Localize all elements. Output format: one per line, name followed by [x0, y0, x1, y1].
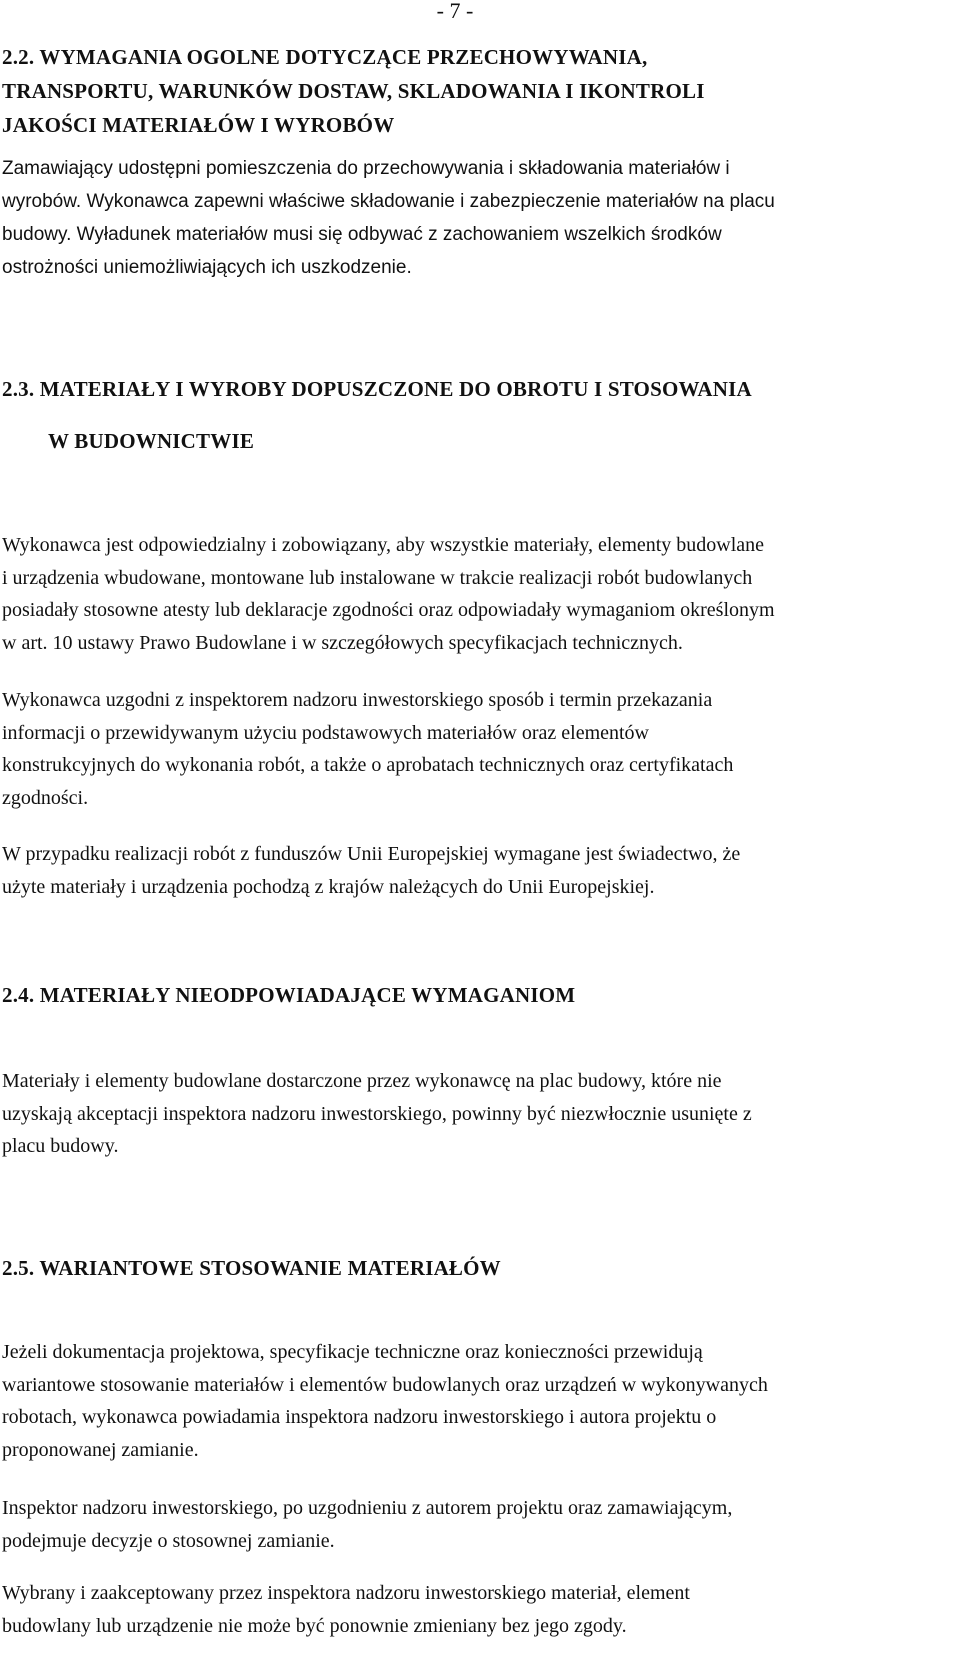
paragraph-no-change	[2, 1577, 938, 1642]
paragraph-storage	[2, 152, 938, 284]
paragraph-line: robotach, wykonawca powiadamia inspektora nadzoru inwestorskiego i autora projektu o	[2, 1406, 717, 1428]
section-heading-2-2	[2, 40, 938, 142]
paragraph-line: i urządzenia wbudowane, montowane lub instalowane w trakcie realizacji robót budowlanych	[2, 566, 753, 589]
paragraph-line: w art. 10 ustawy Prawo Budowlane i w szczegółowych specyfikacjach technicznych.	[2, 631, 683, 654]
heading-line: 2.5. WARIANTOWE STOSOWANIE MATERIAŁÓW	[2, 1256, 501, 1280]
paragraph-line: Inspektor nadzoru inwestorskiego, po uzgodnieniu z autorem projektu oraz zamawiającym,	[2, 1497, 733, 1519]
section-heading-2-3	[2, 372, 938, 458]
paragraph-inspector-decision	[2, 1492, 938, 1557]
paragraph-agreement	[2, 684, 938, 814]
paragraph-line: budowlany lub urządzenie nie może być ponownie zmieniany bez jego zgody.	[2, 1614, 627, 1637]
paragraph-line: Wybrany i zaakceptowany przez inspektora nadzoru inwestorskiego materiał, element	[2, 1582, 690, 1604]
paragraph-line: zgodności.	[2, 786, 89, 809]
paragraph-line: Materiały i elementy budowlane dostarczone przez wykonawcę na plac budowy, które nie	[2, 1070, 722, 1092]
heading-line: 2.3. MATERIAŁY I WYROBY DOPUSZCZONE DO OBROTU I STOSOWANIA	[2, 377, 752, 401]
paragraph-line: wariantowe stosowanie materiałów i elementów budowlanych oraz urządzeń w wykonywanych	[2, 1373, 768, 1396]
paragraph-line: Zamawiający udostępni pomieszczenia do przechowywania i składowania materiałów i	[2, 158, 730, 179]
heading-line: W BUDOWNICTWIE	[48, 429, 255, 453]
paragraph-line: podejmuje decyzje o stosownej zamianie.	[2, 1529, 335, 1552]
paragraph-line: W przypadku realizacji robót z funduszów Unii Europejskiej wymagane jest świadectwo, że	[2, 843, 741, 865]
paragraph-line: uzyskają akceptacji inspektora nadzoru inwestorskiego, powinny być niezwłocznie usunięte z	[2, 1102, 752, 1125]
heading-line: TRANSPORTU, WARUNKÓW DOSTAW, SKLADOWANIA I IKONTROLI	[2, 79, 705, 103]
paragraph-line: placu budowy.	[2, 1135, 119, 1157]
heading-line: 2.4. MATERIAŁY NIEODPOWIADAJĄCE WYMAGANIOM	[2, 983, 576, 1007]
paragraph-line: informacji o przewidywanym użyciu podstawowych materiałów oraz elementów	[2, 721, 650, 744]
page-number-text: - 7 -	[436, 0, 474, 23]
paragraph-responsibility	[2, 529, 938, 659]
paragraph-line: proponowanej zamianie.	[2, 1438, 199, 1461]
paragraph-variant-usage	[2, 1336, 938, 1466]
heading-line: 2.2. WYMAGANIA OGOLNE DOTYCZĄCE PRZECHOWYWANIA,	[2, 45, 648, 69]
paragraph-line: budowy. Wyładunek materiałów musi się odbywać z zachowaniem wszelkich środków	[2, 224, 722, 245]
paragraph-line: użyte materiały i urządzenia pochodzą z krajów należących do Unii Europejskiej.	[2, 875, 655, 898]
paragraph-line: Wykonawca uzgodni z inspektorem nadzoru inwestorskiego sposób i termin przekazania	[2, 689, 713, 711]
paragraph-line: posiadały stosowne atesty lub deklaracje zgodności oraz odpowiadały wymaganiom określonym	[2, 599, 775, 621]
heading-line: JAKOŚCI MATERIAŁÓW I WYROBÓW	[2, 113, 395, 137]
paragraph-line: ostrożności uniemożliwiających ich uszkodzenie.	[2, 257, 412, 278]
section-heading-2-4	[2, 978, 938, 1012]
section-heading-2-5	[2, 1251, 938, 1285]
paragraph-line: Wykonawca jest odpowiedzialny i zobowiązany, aby wszystkie materiały, elementy budowlane	[2, 534, 765, 556]
paragraph-line: wyrobów. Wykonawca zapewni właściwe składowanie i zabezpieczenie materiałów na placu	[2, 191, 775, 212]
paragraph-eu-funds	[2, 838, 938, 903]
paragraph-line: Jeżeli dokumentacja projektowa, specyfikacje techniczne oraz konieczności przewidują	[2, 1341, 703, 1363]
paragraph-line: konstrukcyjnych do wykonania robót, a także o aprobatach technicznych oraz certyfikatach	[2, 754, 734, 776]
page-number	[0, 0, 960, 26]
paragraph-nonconforming	[2, 1065, 938, 1163]
